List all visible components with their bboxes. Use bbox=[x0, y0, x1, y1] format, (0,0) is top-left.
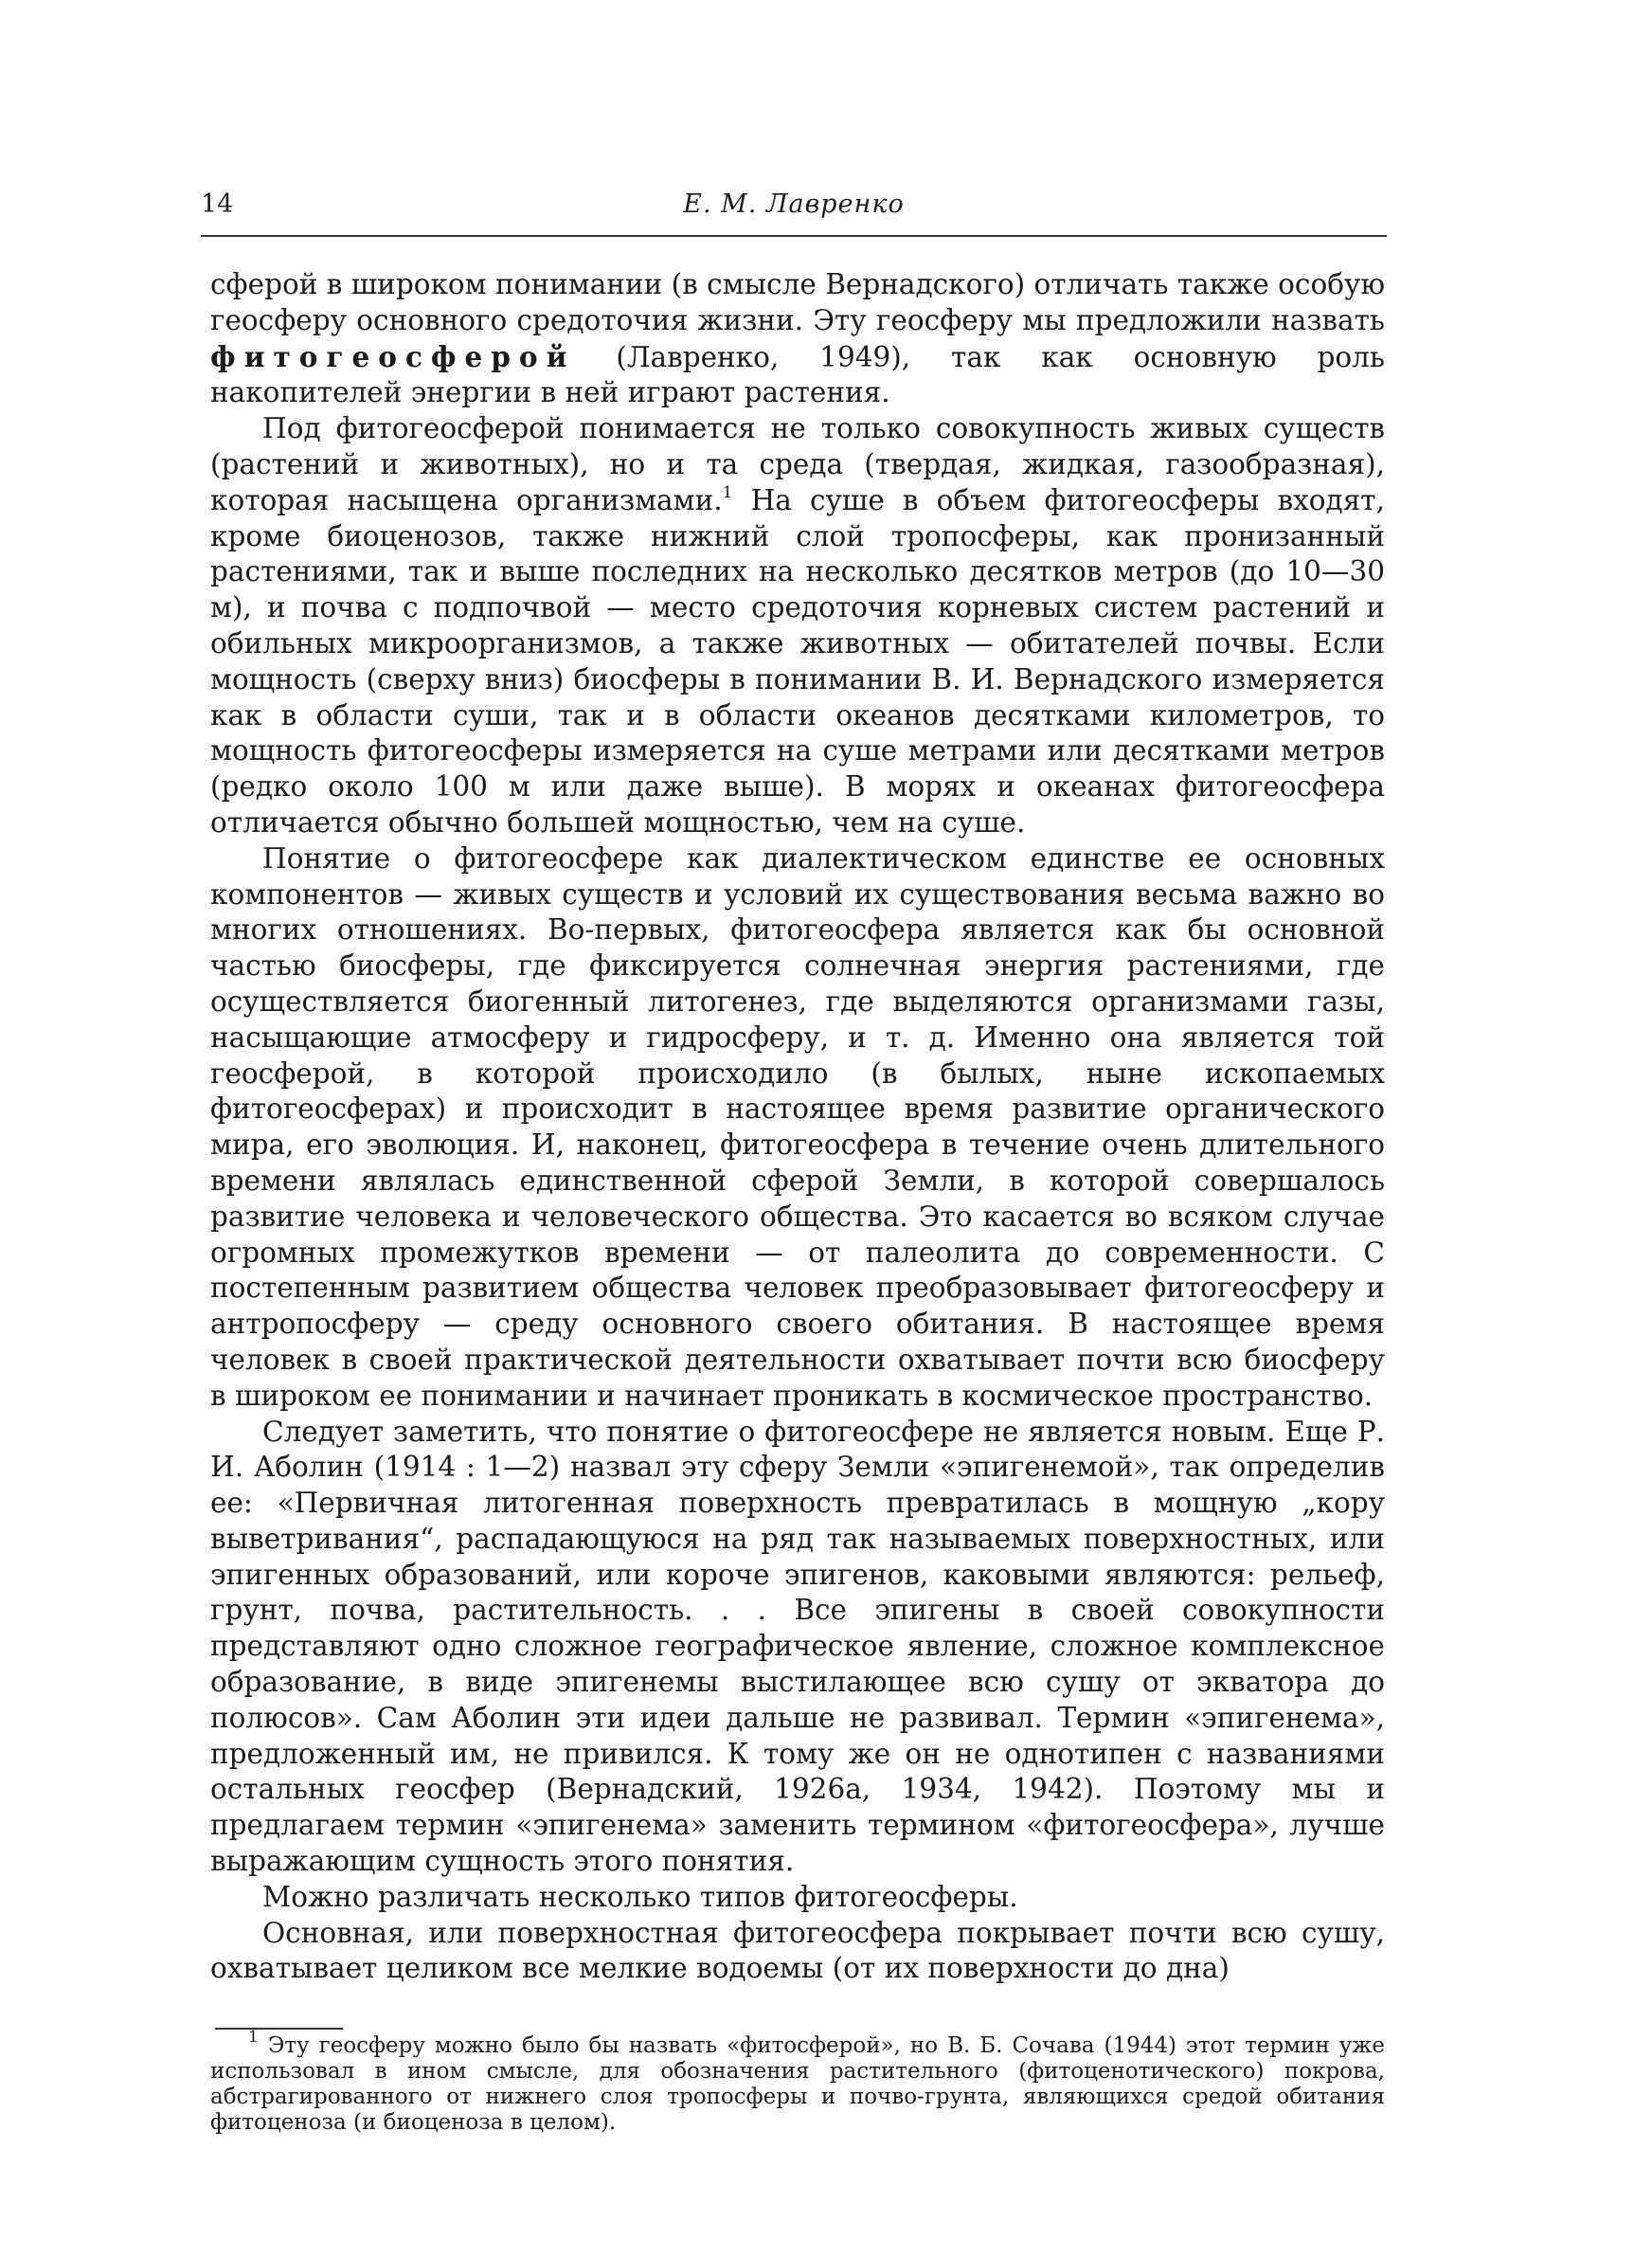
footnote-text: Эту геосферу можно было бы назвать «фитосферой», но В. Б. Сочава (1944) этот термин уже использовал в ином смысле, для обозначения растительного (фитоценотического) покрова, абстрагированного от нижнего слоя тропосферы и почво-грунта, являющихся средой обитания фитоценоза (и биоценоза в целом). bbox=[210, 2033, 1385, 2135]
page-number: 14 bbox=[201, 190, 234, 219]
footnote-mark: 1 bbox=[248, 2028, 259, 2048]
footnotes bbox=[210, 2028, 1385, 2136]
paragraph bbox=[210, 267, 1385, 411]
paragraph: Следует заметить, что понятие о фитогеосфере не является новым. Еще Р. И. Аболин (1914 : 1—2) назвал эту сферу Земли «эпигенемой», так определив ее: «Первичная литогенная поверхность превратилась в мощную „кору выветривания“, распадающуюся на ряд так называемых поверхностных, или эпигенных образований, или короче эпигенов, каковыми являются: рельеф, грунт, почва, растительность. . . Все эпигены в своей совокупности представляют одно сложное географическое явление, сложное комплексное образование, в виде эпигенемы выстилающее всю сушу от экватора до полюсов». Сам Аболин эти идеи дальше не развивал. Термин «эпигенема», предложенный им, не привился. К тому же он не однотипен с названиями остальных геосфер (Вернадский, 1926а, 1934, 1942). Поэтому мы и предлагаем термин «эпигенема» заменить термином «фитогеосфера», лучше выражающим сущность этого понятия. bbox=[210, 1415, 1385, 1878]
footnote-reference: 1 bbox=[722, 482, 733, 502]
paragraph: Понятие о фитогеосфере как диалектическом единстве ее основных компонентов — живых существ и условий их существования весьма важно во многих отношениях. Во-первых, фитогеосфера является как бы основной частью биосферы, где фиксируется солнечная энергия растениями, где осуществляется биогенный литогенез, где выделяются организмами газы, насыщающие атмосферу и гидросферу, и т. д. Именно она является той геосферой, в которой происходило (в былых, ныне ископаемых фитогеосферах) и происходит в настоящее время развитие органического мира, его эволюция. И, наконец, фитогеосфера в течение очень длительного времени являлась единственной сферой Земли, в которой совершалось развитие человека и человеческого общества. Это касается во всяком случае огромных промежутков времени — от палеолита до современности. С постепенным развитием общества человек преобразовывает фитогеосферу и антропосферу — среду основного своего обитания. В настоящее время человек в своей практической деятельности охватывает почти всю биосферу в широком ее понимании и начинает проникать в космическое пространство. bbox=[210, 841, 1385, 1412]
emphasized-term: фитогеосферой bbox=[210, 339, 576, 373]
paragraph: Основная, или поверхностная фитогеосфера покрывает почти всю сушу, охватывает целиком все мелкие водоемы (от их поверхности до дна) bbox=[210, 1916, 1385, 1985]
paragraph bbox=[210, 411, 1385, 841]
body-text bbox=[210, 267, 1385, 1987]
running-title: Е. М. Лавренко bbox=[683, 190, 905, 219]
footnote bbox=[210, 2028, 1385, 2136]
paragraph: Можно различать несколько типов фитогеосферы. bbox=[262, 1880, 1018, 1913]
text-run: сферой в широком понимании (в смысле Вернадского) отличать также особую геосферу основного средоточия жизни. Эту геосферу мы предложили назвать bbox=[210, 268, 1385, 336]
page-header bbox=[201, 188, 1387, 237]
text-run: (Лавренко, 1949), так как основную роль накопителей энергии в ней играют растения. bbox=[210, 340, 1385, 409]
text-run: Под фитогеосферой понимается не только совокупность живых существ (растений и животных), но и та среда (твердая, жидкая, газообразная), которая насыщена организмами. bbox=[210, 412, 1385, 516]
text-run: На суше в объем фитогеосферы входят, кроме биоценозов, также нижний слой тропосферы, как пронизанный растениями, так и выше последних на несколько десятков метров (до 10—30 м), и почва с подпочвой — место средоточия корневых систем растений и обильных микроорганизмов, а также животных — обитателей почвы. Если мощность (сверху вниз) биосферы в понимании В. И. Вернадского измеряется как в области суши, так и в области океанов десятками километров, то мощность фитогеосферы измеряется на суше метрами или десятками метров (редко около 100 м или даже выше). В морях и океанах фитогеосфера отличается обычно большей мощностью, чем на суше. bbox=[210, 483, 1385, 839]
footnote-divider bbox=[215, 2028, 343, 2030]
